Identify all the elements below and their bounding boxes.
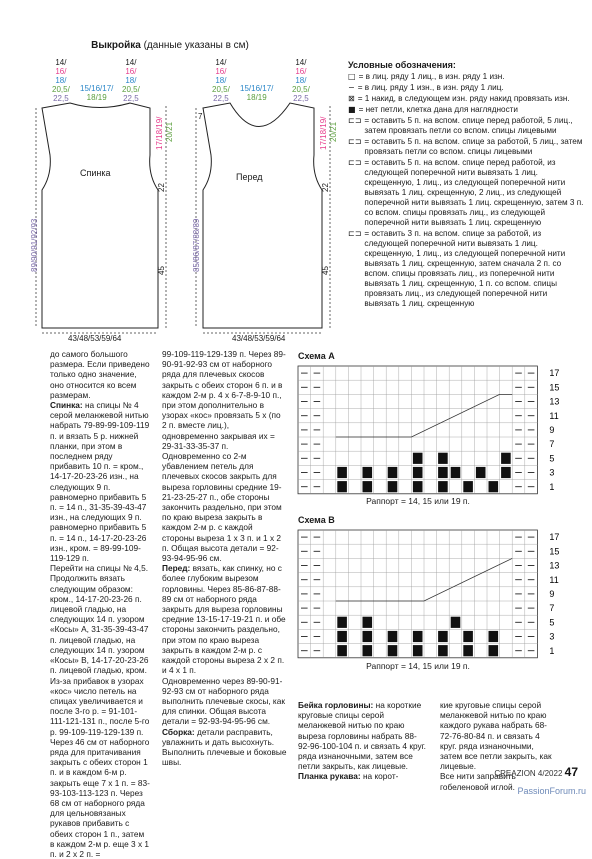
- front-top-left-measure: 14/ 16/ 18/ 20,5/ 22,5: [212, 58, 230, 103]
- pattern-title: Выкройка (данные указаны в см): [91, 40, 249, 51]
- cable-inc-back-symbol-icon: ⊏⊐: [348, 229, 362, 238]
- legend: [348, 60, 584, 310]
- no-stitch-cell: [363, 645, 373, 656]
- no-stitch-cell: [363, 631, 373, 642]
- front-piece-label: Перед: [236, 172, 263, 182]
- no-stitch-cell: [451, 467, 461, 478]
- back-piece-label: Спинка: [80, 168, 111, 178]
- scheme-a-chart: [298, 364, 580, 499]
- scheme-a-title: Схема А: [298, 351, 335, 361]
- no-stitch-cell: [451, 617, 461, 628]
- no-stitch-cell: [413, 453, 423, 464]
- purl-symbol-icon: −: [348, 83, 355, 92]
- no-stitch-cell: [388, 467, 398, 478]
- legend-item: ⊏⊐ = оставить 5 п. на вспом. спице перед работой, 5 лиц., затем провязать петли со вспом. спицы лицевыми: [348, 116, 573, 135]
- back-side-measure: 22: [157, 183, 166, 192]
- text-column-1: до самого большого размера. Если приведено только одно значение, оно относится ко всем размерам. Спинка: на спицы № 4 серой меланжевой нитью набрать 79-89-99-109-119 п. и вязать 5 р. нижней планки, при этом в последнем ряду прибавить 10 п. = кром., 14-17-20-23-26 изн., на следующих 9 п. равномерно прибавить 5 п. = 14 п., 31-35-39-43-47 изн., на следующих 9 п. равномерно прибавить 5 п. = 14 п., 14-17-20-23-26 изн., кром. = 89-99-109-119-129 п. Перейти на спицы № 4,5. Продолжить вязать следующим образом: кром., 14-17-20-23-26 п. лицевой гладью, на следующих 14 п. узором «Косы» А, 31-35-39-43-47 п. лицевой гладью, на следующих 14 п. узором «Косы» В, 14-17-20-23-26 п. лицевой гладью, кром. Из-за прибавок в узорах «кос» число петель на спицах увеличивается и после 3-го р. = 91-101-111-121-131 п., после 5-го р. 99-109-119-129-139 п. Через 46 см от наборного ряда для притачивания закрыть с обеих сторон 1 п. и в каждом 6-м р. закрыть еще 7 х 1 п. = 83-93-103-113-123 п. Через 68 см от наборного ряда для цельновязаных рукавов прибавить с обеих сторон 1 п., затем в каждом 2-м р. еще 3 х 1 п. и 2 х 2 п. =: [50, 349, 150, 859]
- legend-item: ⊠ = 1 накид, в следующем изн. ряду накид провязать изн.: [348, 94, 570, 103]
- front-armhole-measure: 17/18/19/: [319, 116, 328, 150]
- row-number: 1: [549, 481, 555, 492]
- cable-back-symbol-icon: ⊏⊐: [348, 137, 362, 146]
- text-column-3: Бейка горловины: на короткие круговые спицы серой меланжевой нитью по краю выреза горловины набрать 88-92-96-100-104 п. и связать 4 круг. ряда изнаночными, затем все петли закрыть, как лицевые. Планка рукава: на корот-: [298, 700, 426, 782]
- no-stitch-cell: [337, 481, 347, 492]
- legend-item: ⊏⊐ = оставить 5 п. на вспом. спице перед работой, из следующей поперечной нити вывязать 1 лиц. скрещенную, 1 лиц., из следующей поперечной нити вывязать 1 лиц. скрещенную, 2 лиц., из следующей поперечной нити вывязать 1 лиц. скрещенную, затем 3 п. со вспом. спицы провязать лиц., из следующей поперечной нити вывязать 1 лиц. скрещенную: [348, 158, 584, 227]
- row-number: 13: [549, 396, 560, 407]
- no-stitch-cell: [463, 631, 473, 642]
- front-neck-depth: 7: [198, 112, 203, 121]
- no-stitch-cell: [463, 481, 473, 492]
- row-number: 15: [549, 382, 560, 393]
- row-number: 13: [549, 560, 560, 571]
- page-number: 47: [564, 765, 578, 779]
- row-number: 15: [549, 546, 560, 557]
- legend-item: − = в лиц. ряду 1 изн., в изн. ряду 1 лиц.: [348, 83, 504, 92]
- no-stitch-cell: [337, 617, 347, 628]
- legend-item: ⊏⊐ = оставить 5 п. на вспом. спице за работой, 5 лиц., затем провязать петли со вспом. спицы лицевыми: [348, 137, 583, 156]
- back-armhole-measure: 17/18/19/: [155, 116, 164, 150]
- legend-item: ■ = нет петли, клетка дана для наглядности: [348, 105, 519, 114]
- no-stitch-cell: [489, 481, 499, 492]
- row-number: 9: [549, 589, 555, 600]
- no-stitch-cell: [438, 631, 448, 642]
- no-stitch-cell: [476, 467, 486, 478]
- legend-title: Условные обозначения:: [348, 60, 456, 70]
- back-width-measure: 43/48/53/59/64: [68, 334, 122, 343]
- page-footer: [494, 765, 578, 779]
- front-top-mid-measure: 15/16/17/ 18/19: [240, 84, 274, 102]
- no-stitch-cell: [413, 631, 423, 642]
- knit-symbol-icon: □: [348, 72, 356, 81]
- no-stitch-cell: [413, 467, 423, 478]
- no-stitch-cell: [388, 481, 398, 492]
- no-stitch-cell: [438, 645, 448, 656]
- no-stitch-cell: [438, 481, 448, 492]
- back-armhole-measure-2: 20/21: [165, 121, 174, 142]
- row-number: 5: [549, 617, 555, 628]
- no-stitch-cell: [413, 645, 423, 656]
- front-width-measure: 43/48/53/59/64: [232, 334, 286, 343]
- no-stitch-cell: [413, 481, 423, 492]
- no-stitch-cell: [489, 645, 499, 656]
- no-stitch-cell: [363, 617, 373, 628]
- text-column-2: 99-109-119-129-139 п. Через 89-90-91-92-93 см от наборного ряда для плечевых скосов закрыть с обеих сторон 6 п. и в каждом 2-м р. 4 х 6-7-8-9-10 п., при этом дополнительно в узорах «кос» провязать 5 х (по 2 п. вместе лиц.), одновременно закрывая их = 29-31-33-35-37 п. Одновременно со 2-м убавлением петель для плечевых скосов закрыть для выреза горловины средние 19-21-23-25-27 п., обе стороны закончить раздельно, при этом по краю выреза закрыть в каждом 2-м р. с каждой стороны выреза 1 х 3 п. и 1 х 2 п. Общая высота детали = 92-93-94-95-96 см. Перед: вязать, как спинку, но с более глубоким вырезом горловины. Через 85-86-87-88-89 см от наборного ряда закрыть для выреза горловины средние 13-15-17-19-21 п. и обе стороны закончить раздельно, при этом по краю выреза закрыть в каждом 2-м р. с каждой стороны выреза 2 х 2 п. и 4 х 1 п. Одновременно через 89-90-91-92-93 см от наборного ряда выполнить плечевые скосы, как для спинки. Общая высота детали = 92-93-94-95-96 см. Сборка: детали расправить, увлажнить и дать высохнуть. Выполнить плечевые и боковые швы.: [162, 349, 287, 768]
- row-number: 9: [549, 425, 555, 436]
- magazine-issue: CREAZION 4/2022: [494, 769, 563, 778]
- no-stitch-cell: [489, 631, 499, 642]
- no-stitch-cell: [388, 631, 398, 642]
- no-stitch-cell: [388, 645, 398, 656]
- row-number: 11: [549, 410, 559, 421]
- front-armhole-measure-2: 20/21: [329, 121, 338, 142]
- yarn-over-symbol-icon: ⊠: [348, 94, 355, 103]
- row-number: 7: [549, 603, 555, 614]
- row-number: 3: [549, 467, 555, 478]
- front-side-measure: 22: [321, 183, 330, 192]
- no-stitch-cell: [501, 453, 511, 464]
- no-stitch-cell: [501, 467, 511, 478]
- cable-front-symbol-icon: ⊏⊐: [348, 116, 362, 125]
- row-number: 17: [549, 532, 560, 543]
- cable-inc-front-symbol-icon: ⊏⊐: [348, 158, 362, 167]
- back-lower-measure: 45: [157, 266, 166, 275]
- no-stitch-symbol-icon: ■: [348, 105, 356, 114]
- row-number: 7: [549, 439, 555, 450]
- back-top-mid-measure: 15/16/17/ 18/19: [80, 84, 114, 102]
- watermark: PassionForum.ru: [517, 786, 586, 796]
- scheme-b-rapport: Раппорт = 14, 15 или 19 п.: [366, 661, 470, 671]
- legend-item: ⊏⊐ = оставить 3 п. на вспом. спице за работой, из следующей поперечной нити вывязать 1 лиц. скрещенную, 1 лиц., из следующей поперечной нити вывязать 1 лиц. скрещенную, затем сначала 2 п. со вспом. спицы провязать лиц., из поперечной нити вывязать 1 лиц. скрещенную, 1 п. со вспом. спицы провязать лиц., из следующей поперечной нити вывязать 1 лиц. скрещенную: [348, 229, 566, 308]
- row-number: 1: [549, 645, 555, 656]
- no-stitch-cell: [463, 645, 473, 656]
- no-stitch-cell: [337, 645, 347, 656]
- back-top-right-measure: 14/ 16/ 18/ 20,5/ 22,5: [122, 58, 140, 103]
- no-stitch-cell: [337, 631, 347, 642]
- text-column-4: кие круговые спицы серой меланжевой нитью по краю каждого рукава набрать 68-72-76-80-84 п. и связать 4 круг. ряда изнаночными, затем все петли закрыть, как лицевые. Все нити заправить гобеленовой иглой.: [440, 700, 552, 792]
- row-number: 17: [549, 368, 560, 379]
- scheme-b-chart: [298, 528, 580, 663]
- back-length-measure: 89/90/91/92/93: [30, 218, 39, 272]
- no-stitch-cell: [363, 467, 373, 478]
- row-number: 5: [549, 453, 555, 464]
- front-top-right-measure: 14/ 16/ 18/ 20,5/ 22,5: [292, 58, 310, 103]
- legend-item: □ = в лиц. ряду 1 лиц., в изн. ряду 1 изн.: [348, 72, 505, 81]
- back-top-left-measure: 14/ 16/ 18/ 20,5/ 22,5: [52, 58, 70, 103]
- no-stitch-cell: [363, 481, 373, 492]
- front-lower-measure: 45: [321, 266, 330, 275]
- row-number: 3: [549, 631, 555, 642]
- no-stitch-cell: [337, 467, 347, 478]
- no-stitch-cell: [438, 467, 448, 478]
- row-number: 11: [549, 574, 559, 585]
- no-stitch-cell: [438, 453, 448, 464]
- scheme-a-rapport: Раппорт = 14, 15 или 19 п.: [366, 496, 470, 506]
- front-length-measure: 85/86/87/88/89: [192, 218, 201, 272]
- scheme-b-title: Схема В: [298, 515, 335, 525]
